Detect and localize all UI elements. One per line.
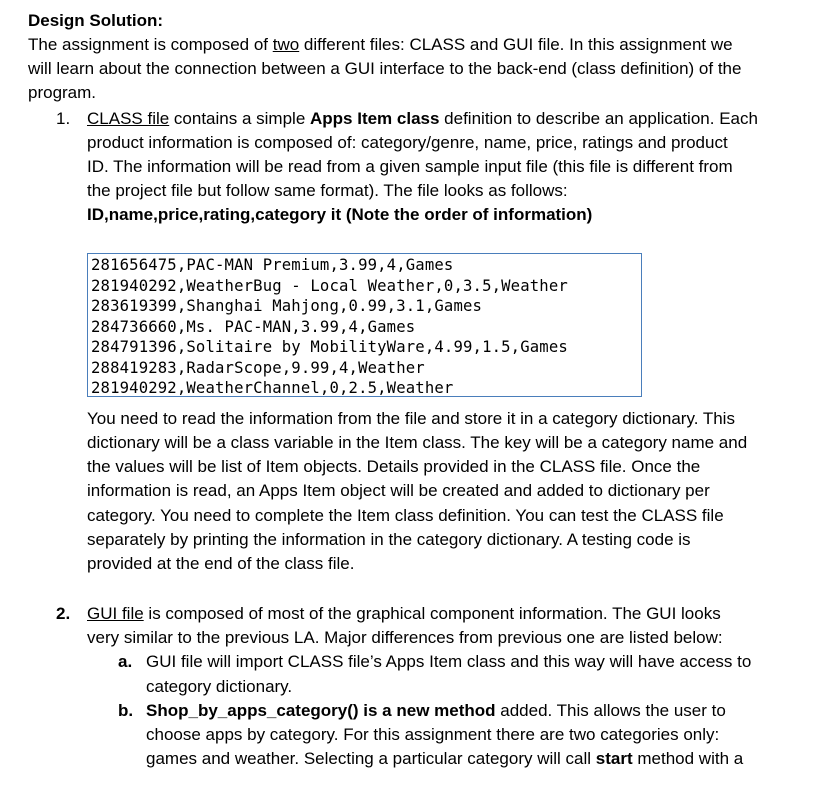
sample-file-line: 281940292,WeatherBug - Local Weather,0,3.5,Weather: [91, 276, 568, 295]
intro-line-2: will learn about the connection between a GUI interface to the back-end (class definition) of the: [28, 59, 742, 78]
sub-b-line-1: Shop_by_apps_category() is a new method added. This allows the user to: [146, 701, 726, 720]
item1-para-line: dictionary will be a class variable in the Item class. The key will be a category name and: [87, 433, 748, 452]
intro-line-3: program.: [28, 83, 97, 102]
sample-file-line: 284791396,Solitaire by MobilityWare,4.99,1.5,Games: [91, 338, 568, 356]
sample-file-line: 284736660,Ms. PAC-MAN,3.99,4,Games: [91, 317, 416, 336]
sub-marker-a: a.: [118, 652, 133, 671]
sample-file-line: 281656475,PAC-MAN Premium,3.99,4,Games: [91, 256, 454, 274]
item1-line-4: the project file but follow same format). The file looks as follows:: [87, 181, 568, 200]
item2-line-1: GUI file is composed of most of the graphical component information. The GUI looks: [87, 604, 721, 623]
section-heading: Design Solution:: [28, 11, 164, 30]
sub-a-line-1: GUI file will import CLASS file’s Apps Item class and this way will have access to: [146, 652, 752, 671]
intro-line-1: The assignment is composed of two different files: CLASS and GUI file. In this assignment we: [28, 35, 733, 54]
sub-b-line-3: games and weather. Selecting a particular category will call start method with a: [146, 749, 744, 768]
sample-file-line: 283619399,Shanghai Mahjong,0.99,3.1,Games: [91, 297, 483, 315]
item1-format-line: ID,name,price,rating,category it (Note the order of information): [87, 205, 593, 224]
sample-file-line: 288419283,RadarScope,9.99,4,Weather: [91, 358, 425, 377]
list-marker-2: 2.: [56, 604, 71, 623]
item1-para-line: You need to read the information from the file and store it in a category dictionary. This: [87, 409, 735, 428]
item1-para-line: provided at the end of the class file.: [87, 554, 355, 573]
sub-b-line-2: choose apps by category. For this assignment there are two categories only:: [146, 725, 720, 744]
sample-file-line: 281940292,WeatherChannel,0,2.5,Weather: [91, 379, 454, 397]
item1-para-line: information is read, an Apps Item object will be created and added to dictionary per: [87, 481, 710, 500]
item1-para-line: the values will be list of Item objects. Details provided in the CLASS file. Once the: [87, 457, 701, 476]
list-marker-1: 1.: [56, 109, 71, 128]
item1-line-2: product information is composed of: category/genre, name, price, ratings and product: [87, 133, 728, 152]
sub-a-line-2: category dictionary.: [146, 677, 293, 696]
item1-line-1: CLASS file contains a simple Apps Item class definition to describe an application. Each: [87, 109, 758, 128]
emphasis-two: two: [272, 35, 300, 54]
item2-line-2: very similar to the previous LA. Major differences from previous one are listed below:: [87, 628, 723, 647]
sub-marker-b: b.: [118, 701, 134, 720]
item1-para-line: category. You need to complete the Item class definition. You can test the CLASS file: [87, 506, 724, 525]
item1-line-3: ID. The information will be read from a given sample input file (this file is different from: [87, 157, 733, 176]
item1-para-line: separately by printing the information in the category dictionary. A testing code is: [87, 530, 691, 549]
